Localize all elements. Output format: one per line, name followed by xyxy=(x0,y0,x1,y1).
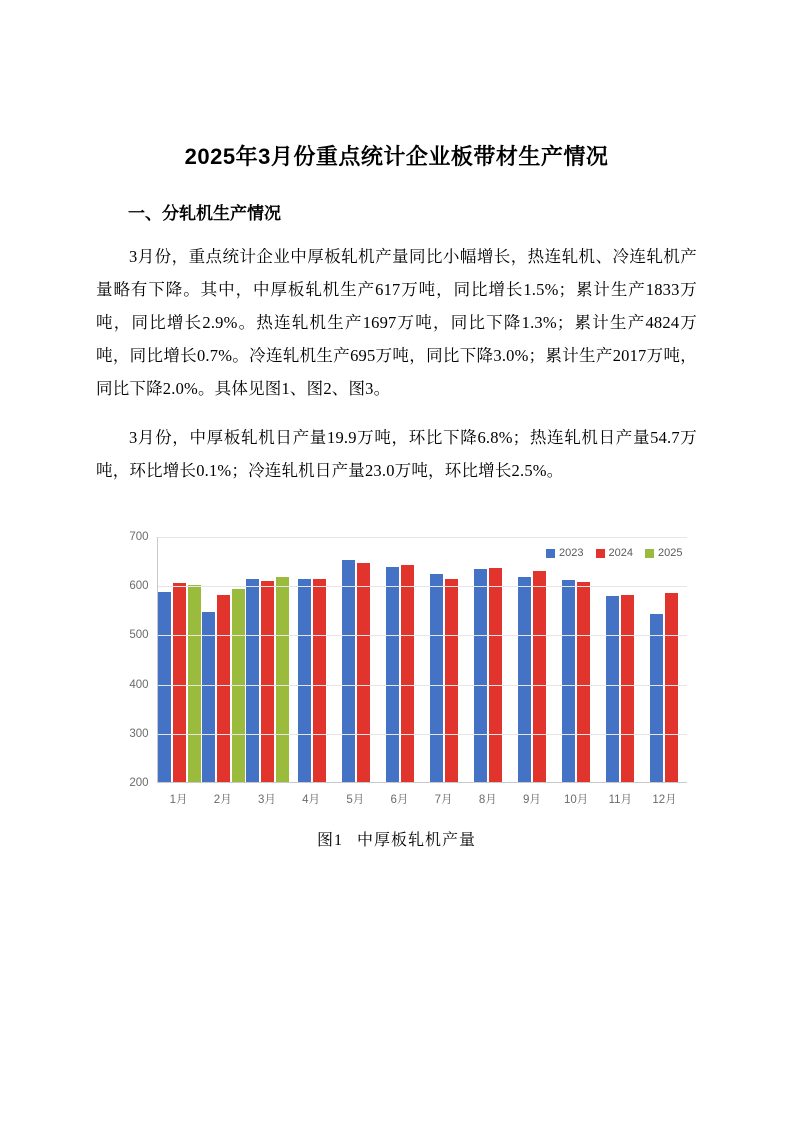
chart-bar xyxy=(342,560,355,782)
chart-x-tick: 7月 xyxy=(434,794,453,806)
chart-y-tick: 600 xyxy=(129,580,149,593)
chart-x-tick: 2月 xyxy=(213,794,232,806)
chart-y-tick: 300 xyxy=(129,727,149,740)
chart-legend-swatch xyxy=(645,549,654,558)
chart-legend-swatch xyxy=(596,549,605,558)
chart-legend-label: 2023 xyxy=(559,547,584,559)
chart-bar xyxy=(357,563,370,782)
chart-bar xyxy=(173,583,186,782)
chart-x-tick: 3月 xyxy=(257,794,276,806)
chart-x-tick: 6月 xyxy=(390,794,409,806)
chart-y-tick: 200 xyxy=(129,777,149,789)
chart-bar-group xyxy=(246,537,290,782)
chart-bar xyxy=(401,565,414,782)
chart-bar-group xyxy=(334,537,378,782)
chart-bar xyxy=(474,569,487,782)
chart-gridline xyxy=(158,685,687,686)
figure-caption-label: 图1 xyxy=(316,832,343,849)
chart-bar xyxy=(665,593,678,782)
bar-chart xyxy=(97,527,697,817)
chart-bar xyxy=(518,577,531,782)
chart-legend-item xyxy=(546,547,583,559)
chart-bar-group xyxy=(554,537,598,782)
chart-gridline xyxy=(158,586,687,587)
chart-x-tick: 1月 xyxy=(169,794,188,806)
figure-caption-text: 中厚板轧机产量 xyxy=(357,832,477,849)
chart-gridline xyxy=(158,537,687,538)
chart-bar-group xyxy=(202,537,246,782)
chart-bar xyxy=(217,595,230,782)
chart-y-tick: 400 xyxy=(129,678,149,691)
chart-bar-group xyxy=(290,537,334,782)
page-title: 2025年3月份重点统计企业板带材生产情况 xyxy=(184,144,609,169)
chart-bar xyxy=(298,579,311,782)
chart-bar xyxy=(445,579,458,782)
chart-bar-group xyxy=(598,537,642,782)
paragraph-1: 3月份，重点统计企业中厚板轧机产量同比小幅增长，热连轧机、冷连轧机产量略有下降。其中，中厚板轧机生产617万吨，同比增长1.5%；累计生产1833万吨，同比增长2.9%。热连轧机生产1697万吨，同比下降1.3%；累计生产4824万吨，同比增长0.7%。冷连轧机生产695万吨，同比下降3.0%；累计生产2017万吨，同比下降2.0%。具体见图1、图2、图3。 xyxy=(96,247,697,398)
chart-bar xyxy=(621,595,634,782)
figure-1 xyxy=(96,527,697,850)
chart-x-tick: 9月 xyxy=(523,794,541,806)
chart-legend-label: 2024 xyxy=(608,547,634,559)
chart-bar-group xyxy=(158,537,202,782)
chart-bar-group xyxy=(422,537,466,782)
chart-bar xyxy=(606,596,619,782)
chart-x-tick: 12月 xyxy=(652,794,677,806)
chart-bar xyxy=(246,579,259,782)
chart-x-tick: 10月 xyxy=(563,794,589,806)
figure-caption xyxy=(96,827,697,850)
chart-y-tick: 700 xyxy=(129,531,149,543)
chart-bar xyxy=(650,614,663,782)
chart-gridline xyxy=(158,734,687,735)
chart-x-tick: 5月 xyxy=(346,794,365,806)
chart-x-tick: 11月 xyxy=(608,794,633,806)
section-heading: 一、分轧机生产情况 xyxy=(128,204,281,223)
chart-x-tick: 8月 xyxy=(478,794,497,806)
chart-bar xyxy=(533,571,546,782)
chart-bar-group xyxy=(378,537,422,782)
chart-legend-label: 2025 xyxy=(658,547,683,559)
chart-legend-item xyxy=(645,547,682,559)
chart-legend-swatch xyxy=(546,549,555,558)
chart-gridline xyxy=(158,635,687,636)
chart-legend xyxy=(546,547,682,559)
chart-bar xyxy=(202,612,215,782)
chart-bar xyxy=(386,567,399,782)
chart-bar-group xyxy=(510,537,554,782)
chart-bar-groups xyxy=(158,537,687,782)
chart-legend-item xyxy=(596,547,633,559)
chart-y-tick: 500 xyxy=(129,629,149,642)
chart-bar-group xyxy=(466,537,510,782)
chart-x-axis xyxy=(157,791,687,807)
chart-bar xyxy=(158,592,171,782)
chart-bar xyxy=(261,581,274,782)
paragraph-2: 3月份，中厚板轧机日产量19.9万吨，环比下降6.8%；热连轧机日产量54.7万吨，环比增长0.1%；冷连轧机日产量23.0万吨，环比增长2.5%。 xyxy=(96,428,697,480)
chart-bar xyxy=(188,585,201,782)
chart-x-tick: 4月 xyxy=(302,794,321,806)
chart-bar xyxy=(489,568,502,783)
chart-bar xyxy=(276,577,289,782)
chart-bar-group xyxy=(642,537,686,782)
chart-bar xyxy=(577,582,590,782)
chart-bar xyxy=(562,580,575,782)
chart-bar xyxy=(313,579,326,782)
chart-plot-area xyxy=(157,537,687,783)
chart-bar xyxy=(430,574,443,782)
